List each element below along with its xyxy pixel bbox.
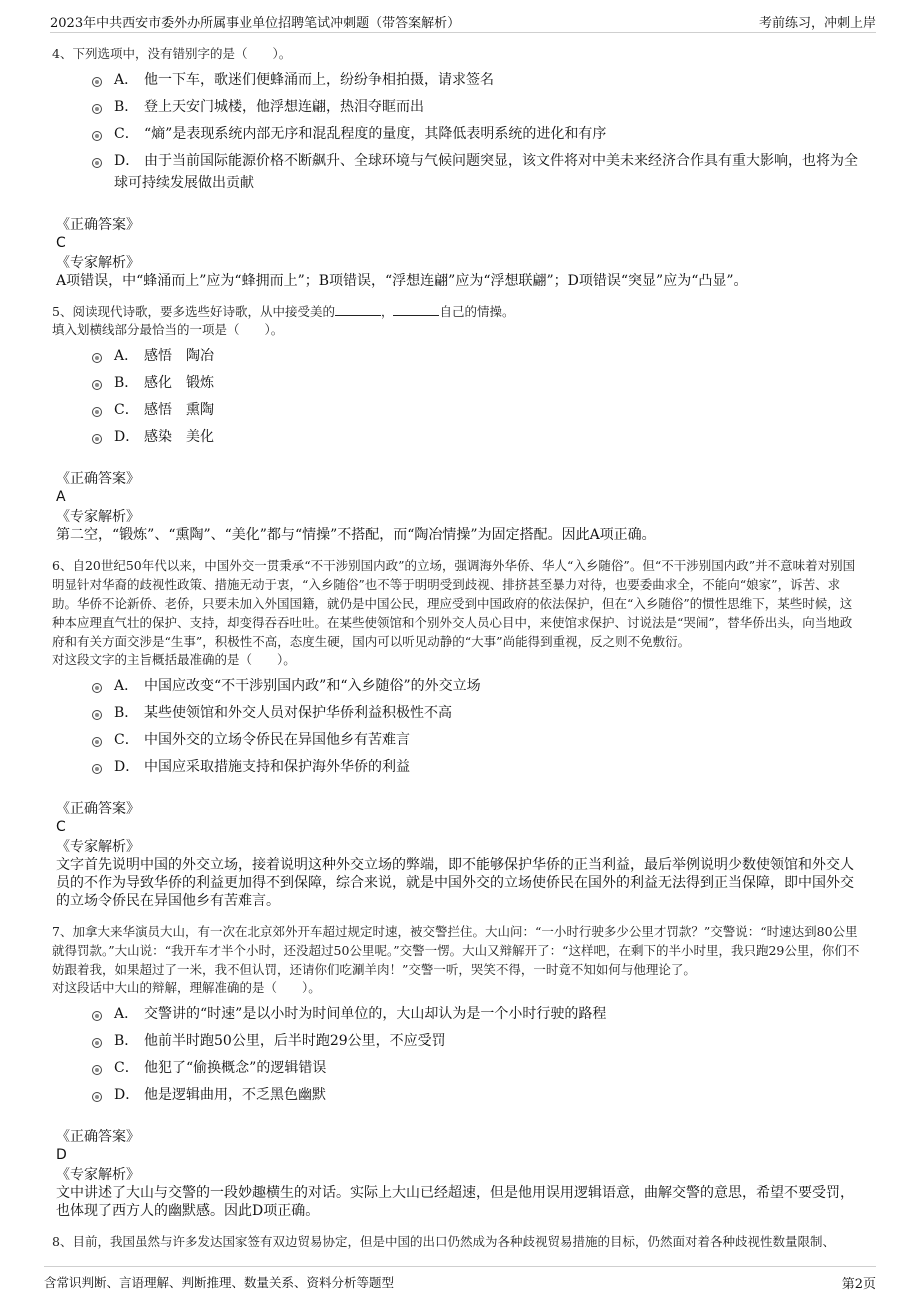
radio-icon[interactable]: [92, 1092, 102, 1102]
question-4: [52, 44, 864, 290]
document-title: 2023年中共西安市委外办所属事业单位招聘笔试冲刺题（带答案解析）: [50, 16, 461, 31]
option-text: 某些使领馆和外交人员对保护华侨利益积极性不高: [144, 705, 452, 721]
radio-icon[interactable]: [92, 764, 102, 774]
option-text: 感悟 熏陶: [144, 402, 214, 418]
radio-icon[interactable]: [92, 1011, 102, 1021]
option-text: 中国应采取措施支持和保护海外华侨的利益: [144, 759, 410, 775]
radio-icon[interactable]: [92, 104, 102, 114]
option-text: “熵”是表现系统内部无序和混乱程度的量度，其降低表明系统的进化和有序: [144, 126, 607, 142]
radio-icon[interactable]: [92, 710, 102, 720]
page-footer: [44, 1266, 876, 1297]
radio-icon[interactable]: [92, 683, 102, 693]
option-a[interactable]: [92, 69, 864, 91]
radio-icon[interactable]: [92, 1038, 102, 1048]
option-text: 感悟 陶冶: [144, 348, 214, 364]
option-letter: B．: [114, 99, 139, 115]
answer-label: 《正确答案》: [56, 1129, 140, 1145]
option-text: 他是逻辑曲用，不乏黑色幽默: [144, 1087, 326, 1103]
option-text: 由于当前国际能源价格不断飙升、全球环境与气候问题突显，该文件将对中美未来经济合作具有重大影响，也将为全球可持续发展做出贡献: [114, 153, 858, 191]
option-c[interactable]: [92, 399, 864, 421]
option-b[interactable]: [92, 702, 864, 724]
footer-description: 含常识判断、言语理解、判断推理、数量关系、资料分析等题型: [44, 1275, 395, 1290]
option-letter: A．: [114, 678, 139, 694]
option-b[interactable]: [92, 1030, 864, 1052]
analysis-text: 第二空，“锻炼”、“熏陶”、“美化”都与“情操”不搭配，而“陶冶情操”为固定搭配。因此A项正确。: [56, 527, 656, 543]
option-text: 登上天安门城楼，他浮想连翩，热泪夺眶而出: [144, 99, 424, 115]
radio-icon[interactable]: [92, 434, 102, 444]
option-text: 感染 美化: [144, 429, 214, 445]
option-a[interactable]: [92, 345, 864, 367]
question-prompt: 填入划横线部分最恰当的一项是（ ）。: [52, 322, 284, 337]
question-6: [52, 556, 864, 910]
answer-value: C: [56, 819, 66, 835]
option-text: 他前半时跑50公里，后半时跑29公里，不应受罚: [144, 1033, 446, 1049]
option-letter: B．: [114, 705, 139, 721]
stem-part: 自己的情操。: [439, 304, 515, 319]
answer-label: 《正确答案》: [56, 801, 140, 817]
option-letter: C．: [114, 732, 139, 748]
question-7: [52, 922, 864, 1220]
radio-icon[interactable]: [92, 737, 102, 747]
radio-icon[interactable]: [92, 158, 102, 168]
option-letter: A．: [114, 348, 139, 364]
option-letter: A．: [114, 1006, 139, 1022]
option-text: 交警讲的“时速”是以小时为时间单位的，大山却认为是一个小时行驶的路程: [144, 1006, 607, 1022]
question-list: [52, 44, 864, 1263]
option-text: 他一下车，歌迷们便蜂涌而上，纷纷争相拍摄，请求签名: [144, 72, 494, 88]
option-d[interactable]: [92, 1084, 864, 1106]
option-b[interactable]: [92, 96, 864, 118]
option-letter: D．: [114, 153, 140, 169]
fill-blank: [393, 303, 439, 316]
answer-label: 《正确答案》: [56, 471, 140, 487]
option-d[interactable]: [92, 426, 864, 448]
answer-value: A: [56, 489, 66, 505]
option-list: [92, 345, 864, 448]
answer-value: C: [56, 235, 66, 251]
answer-value: D: [56, 1147, 67, 1163]
option-a[interactable]: [92, 675, 864, 697]
question-stem: 7、加拿大来华演员大山，有一次在北京郊外开车超过规定时速，被交警拦住。大山问：“一小时行驶多少公里才罚款？”交警说：“时速达到80公里就得罚款。”大山说：“我开车才半个小时，还没超过50公里呢。”交警一愣。大山又辩解开了：“这样吧，在剩下的半小时里，我只跑29公里，你们不妨跟着我，如果超过了一米，我不但认罚，还请你们吃涮羊肉！”交警一听，哭笑不得，一时竟不知如何与他理论了。: [52, 924, 860, 977]
option-letter: D．: [114, 759, 140, 775]
option-c[interactable]: [92, 1057, 864, 1079]
question-stem: 4、下列选项中，没有错别字的是（ ）。: [52, 46, 292, 61]
analysis-text: 文中讲述了大山与交警的一段妙趣横生的对话。实际上大山已经超速，但是他用误用逻辑语意，曲解交警的意思，希望不要受罚，也体现了西方人的幽默感。因此D项正确。: [56, 1185, 854, 1219]
analysis-text: A项错误，中“蜂涌而上”应为“蜂拥而上”；B项错误，“浮想连翩”应为“浮想联翩”；D项错误“突显”应为“凸显”。: [56, 273, 748, 289]
option-letter: C．: [114, 126, 139, 142]
radio-icon[interactable]: [92, 131, 102, 141]
page-number: 第2页: [841, 1277, 876, 1292]
answer-label: 《正确答案》: [56, 217, 140, 233]
analysis-label: 《专家解析》: [56, 255, 140, 271]
stem-part: 5、阅读现代诗歌，要多选些好诗歌，从中接受美的: [52, 304, 335, 319]
option-letter: D．: [114, 429, 140, 445]
analysis-label: 《专家解析》: [56, 839, 140, 855]
option-text: 感化 锻炼: [144, 375, 214, 391]
radio-icon[interactable]: [92, 77, 102, 87]
option-text: 中国外交的立场令侨民在异国他乡有苦难言: [144, 732, 410, 748]
option-d[interactable]: [92, 150, 864, 194]
option-letter: B．: [114, 375, 139, 391]
question-stem: 8、目前，我国虽然与许多发达国家签有双边贸易协定，但是中国的出口仍然成为各种歧视贸易措施的目标，仍然面对着各种歧视性数量限制、: [52, 1234, 835, 1249]
question-prompt: 对这段文字的主旨概括最准确的是（ ）。: [52, 652, 296, 667]
option-letter: D．: [114, 1087, 140, 1103]
radio-icon[interactable]: [92, 407, 102, 417]
option-d[interactable]: [92, 756, 864, 778]
fill-blank: [335, 303, 381, 316]
option-c[interactable]: [92, 123, 864, 145]
option-c[interactable]: [92, 729, 864, 751]
analysis-label: 《专家解析》: [56, 509, 140, 525]
stem-part: ，: [380, 304, 394, 319]
header-slogan: 考前练习，冲刺上岸: [758, 16, 876, 31]
option-letter: B．: [114, 1033, 139, 1049]
option-letter: C．: [114, 402, 139, 418]
analysis-label: 《专家解析》: [56, 1167, 140, 1183]
radio-icon[interactable]: [92, 1065, 102, 1075]
radio-icon[interactable]: [92, 380, 102, 390]
option-a[interactable]: [92, 1003, 864, 1025]
page-header: [50, 10, 876, 33]
option-text: 他犯了“偷换概念”的逻辑错误: [144, 1060, 327, 1076]
question-5: [52, 302, 864, 544]
option-letter: C．: [114, 1060, 139, 1076]
option-text: 中国应改变“不干涉别国内政”和“入乡随俗”的外交立场: [144, 678, 481, 694]
option-letter: A．: [114, 72, 139, 88]
option-b[interactable]: [92, 372, 864, 394]
radio-icon[interactable]: [92, 353, 102, 363]
option-list: [92, 675, 864, 778]
question-stem: 6、自20世纪50年代以来，中国外交一贯秉承“不干涉别国内政”的立场，强调海外华侨、华人“入乡随俗”。但“不干涉别国内政”并不意味着对别国明显针对华裔的歧视性政策、措施无动于衷，“入乡随俗”也不等于明明受到歧视、排挤甚至暴力对待，也要委曲求全，不能向“娘家”，诉苦、求助。华侨不论新侨、老侨，只要未加入外国国籍，就仍是中国公民，理应受到中国政府的依法保护，但在“入乡随俗”的惯性思维下，某些时候，这种本应理直气壮的保护、支持，却变得吞吞吐吐。在某些使领馆和个别外交人员心目中，来使馆求保护、讨说法是“哭闹”，替华侨出头，向当地政府和有关方面交涉是“生事”，积极性不高，态度生硬，国内可以听见动静的“大事”尚能得到重视，反之则不免敷衍。: [52, 558, 856, 649]
option-list: [92, 1003, 864, 1106]
question-stem: [52, 302, 864, 321]
question-8: [52, 1232, 864, 1251]
analysis-text: 文字首先说明中国的外交立场，接着说明这种外交立场的弊端，即不能够保护华侨的正当利益，最后举例说明少数使领馆和外交人员的不作为导致华侨的利益更加得不到保障，综合来说，就是中国外交的立场使侨民在国外的利益无法得到正当保障，即中国外交的立场令侨民在异国他乡有苦难言。: [56, 857, 854, 909]
question-prompt: 对这段话中大山的辩解，理解准确的是（ ）。: [52, 980, 321, 995]
option-list: [92, 69, 864, 194]
